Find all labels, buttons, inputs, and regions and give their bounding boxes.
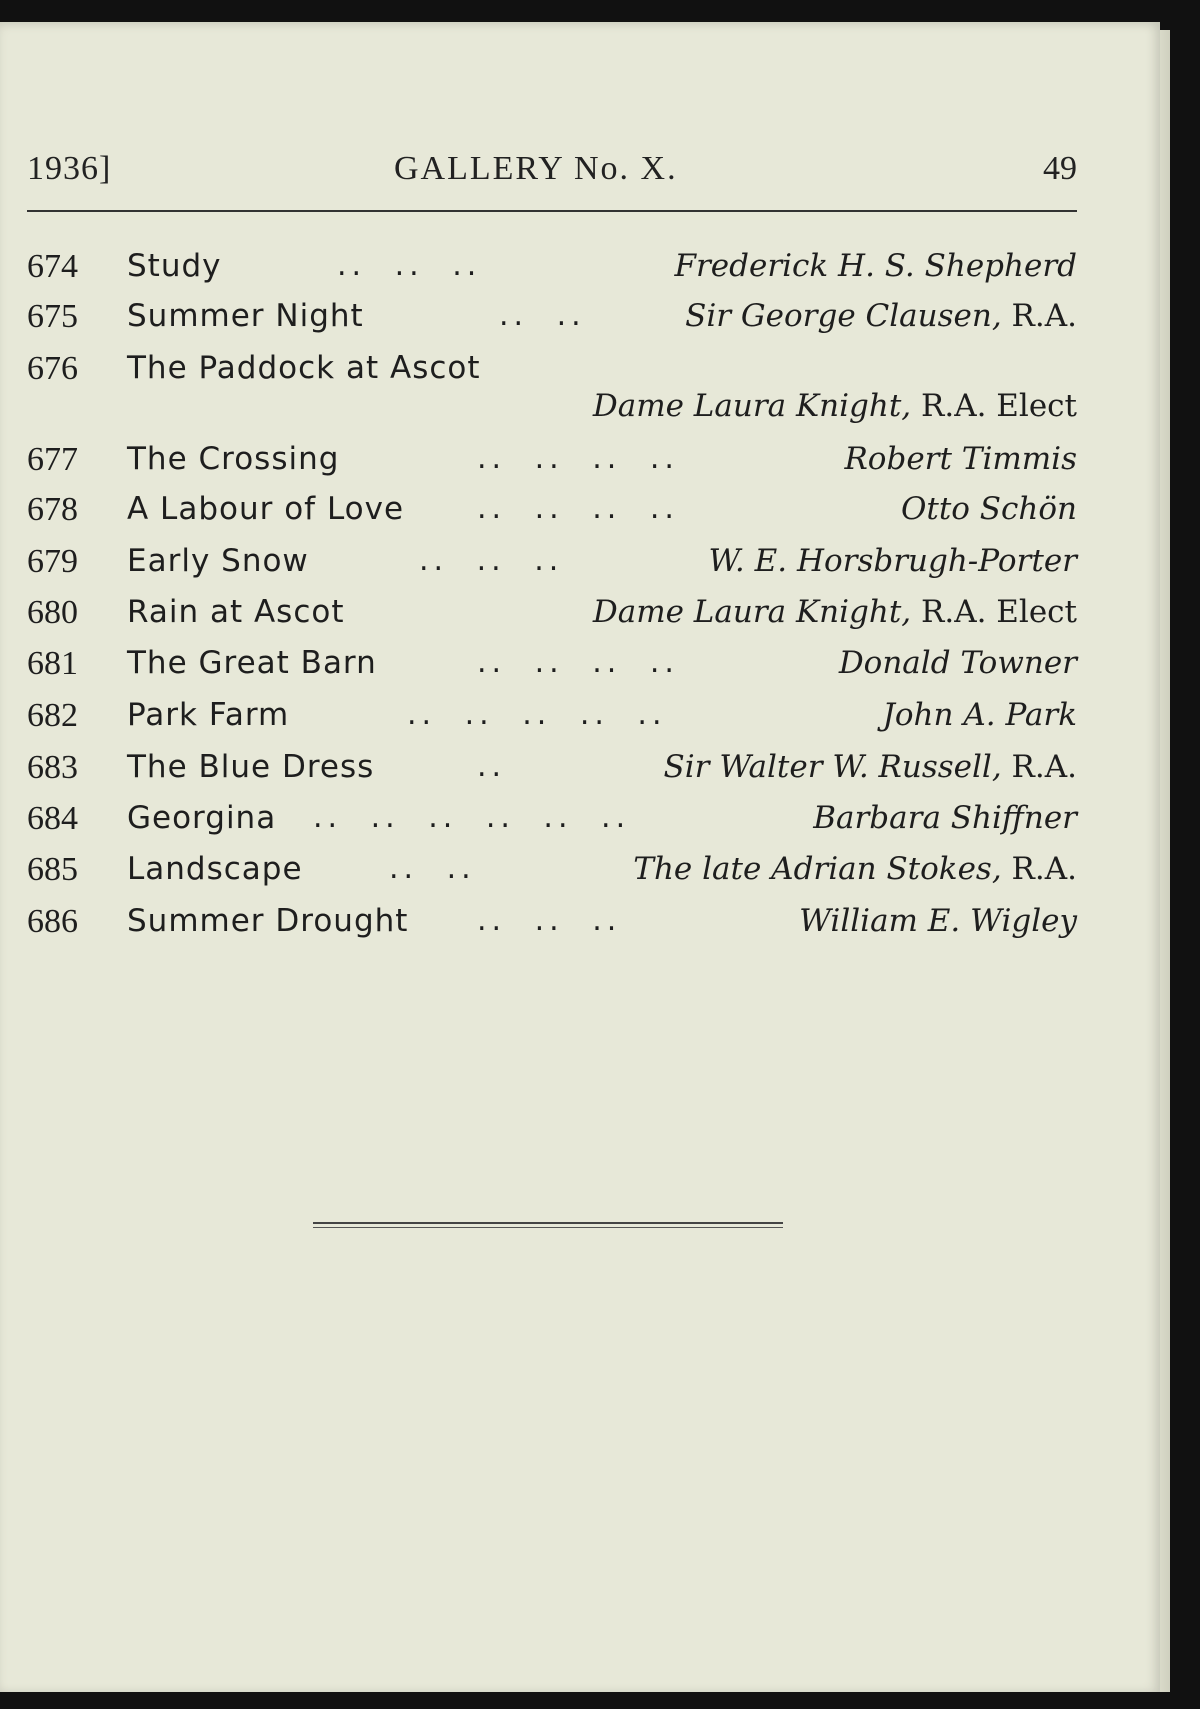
catalogue-entry-682 xyxy=(27,697,1077,741)
catalogue-entry-678 xyxy=(27,491,1077,535)
entry-artist xyxy=(813,800,1077,836)
entry-title: The Great Barn xyxy=(127,645,377,681)
entry-artist xyxy=(664,749,1077,785)
catalogue-entry-683 xyxy=(27,749,1077,793)
entry-title: The Blue Dress xyxy=(127,749,375,785)
entry-title: Landscape xyxy=(127,851,303,887)
entry-artist xyxy=(901,491,1077,527)
entry-title: Study xyxy=(127,248,222,284)
page-edge xyxy=(1160,30,1170,1692)
header-year: 1936] xyxy=(27,150,112,187)
artist-suffix: R.A. Elect xyxy=(911,388,1077,424)
entry-number: 682 xyxy=(27,697,78,734)
catalogue-entry-676-artist-line xyxy=(27,388,1077,432)
catalogue-entry-674 xyxy=(27,248,1077,292)
artist-name: W. E. Horsbrugh-Porter xyxy=(708,543,1077,579)
entry-artist xyxy=(593,388,1077,424)
gallery-title: GALLERY No. X. xyxy=(394,150,678,187)
artist-name: John A. Park xyxy=(882,697,1077,733)
leader-dots: .. .. xyxy=(499,298,586,333)
artist-name: Robert Timmis xyxy=(844,441,1077,477)
entry-title: Rain at Ascot xyxy=(127,594,345,630)
artist-name: Dame Laura Knight, xyxy=(592,388,912,424)
catalogue-entry-681 xyxy=(27,645,1077,689)
entry-title: The Crossing xyxy=(127,441,340,477)
leader-dots: .. xyxy=(477,749,507,784)
entry-number: 678 xyxy=(27,491,78,528)
artist-name: Sir George Clausen, xyxy=(685,298,1002,334)
artist-suffix: R.A. xyxy=(1001,851,1077,887)
catalogue-entry-685 xyxy=(27,851,1077,895)
entry-title: Park Farm xyxy=(127,697,290,733)
entry-title: Early Snow xyxy=(127,543,309,579)
leader-dots: .. .. .. .. xyxy=(477,491,679,526)
artist-name: Barbara Shiffner xyxy=(813,800,1077,836)
entry-artist xyxy=(839,645,1077,681)
entry-artist xyxy=(882,697,1077,733)
page-number: 49 xyxy=(1043,150,1077,187)
entry-number: 680 xyxy=(27,594,78,631)
entry-artist xyxy=(799,903,1077,939)
entry-number: 675 xyxy=(27,298,78,335)
entry-title: Georgina xyxy=(127,800,277,836)
entry-number: 684 xyxy=(27,800,78,837)
leader-dots: .. .. .. .. .. xyxy=(407,697,667,732)
catalogue-entry-675 xyxy=(27,298,1077,342)
artist-suffix: R.A. Elect xyxy=(911,594,1077,630)
header-rule xyxy=(27,210,1077,212)
catalogue-entry-679 xyxy=(27,543,1077,587)
catalogue-entry-680 xyxy=(27,594,1077,638)
running-header xyxy=(27,150,1077,186)
entry-artist xyxy=(593,594,1077,630)
leader-dots: .. .. .. .. xyxy=(477,441,679,476)
artist-name: The late Adrian Stokes, xyxy=(633,851,1002,887)
entry-artist xyxy=(633,851,1077,887)
entry-number: 676 xyxy=(27,350,78,387)
catalogue-entry-684 xyxy=(27,800,1077,844)
entry-title: The Paddock at Ascot xyxy=(127,350,481,386)
artist-suffix: R.A. xyxy=(1001,749,1077,785)
leader-dots: .. .. .. xyxy=(419,543,564,578)
entry-number: 681 xyxy=(27,645,78,682)
artist-name: Frederick H. S. Shepherd xyxy=(674,248,1077,284)
entry-title: A Labour of Love xyxy=(127,491,405,527)
end-rule xyxy=(313,1222,783,1228)
leader-dots: .. .. .. xyxy=(337,248,482,283)
entry-artist xyxy=(708,543,1077,579)
entry-number: 677 xyxy=(27,441,78,478)
entry-artist xyxy=(674,248,1077,284)
leader-dots: .. .. .. .. xyxy=(477,645,679,680)
catalogue-entry-677 xyxy=(27,441,1077,485)
entry-title: Summer Night xyxy=(127,298,364,334)
leader-dots: .. .. .. xyxy=(477,903,622,938)
entry-artist xyxy=(844,441,1077,477)
leader-dots: .. .. .. .. .. .. xyxy=(313,800,631,835)
entry-number: 683 xyxy=(27,749,78,786)
catalogue-entry-686 xyxy=(27,903,1077,947)
entry-number: 674 xyxy=(27,248,78,285)
artist-name: Donald Towner xyxy=(838,645,1077,681)
artist-suffix: R.A. xyxy=(1001,298,1077,334)
artist-name: Otto Schön xyxy=(900,491,1077,527)
entry-title: Summer Drought xyxy=(127,903,409,939)
entry-number: 686 xyxy=(27,903,78,940)
artist-name: Dame Laura Knight, xyxy=(592,594,912,630)
artist-name: Sir Walter W. Russell, xyxy=(663,749,1002,785)
entry-number: 679 xyxy=(27,543,78,580)
leader-dots: .. .. xyxy=(389,851,476,886)
entry-number: 685 xyxy=(27,851,78,888)
artist-name: William E. Wigley xyxy=(799,903,1077,939)
entry-artist xyxy=(685,298,1077,334)
